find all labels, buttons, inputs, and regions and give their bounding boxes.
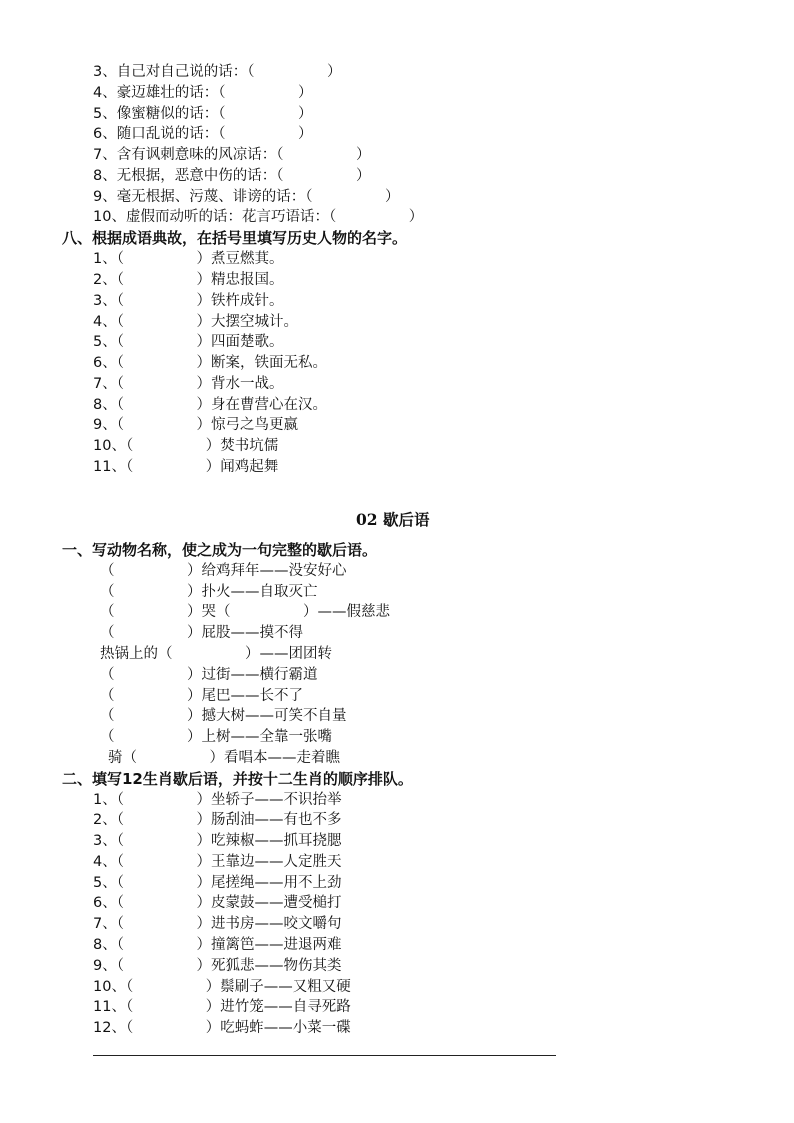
list-item: （ ）尾巴——长不了 (100, 688, 303, 704)
list-item: （ ）扑火——自取灭亡 (100, 584, 318, 600)
list-item: 3、（ ）吃辣椒——抓耳挠腮 (93, 833, 342, 849)
list-item: 7、（ ）进书房——咬文嚼句 (93, 916, 342, 932)
footer-divider (93, 1055, 556, 1056)
list-item: 热锅上的（ ）——团团转 (100, 646, 332, 662)
list-item: 12、（ ）吃蚂蚱——小菜一碟 (93, 1020, 351, 1036)
list-item: （ ）给鸡拜年——没安好心 (100, 563, 347, 579)
list-item: 5、（ ）尾搓绳——用不上劲 (93, 875, 342, 891)
list-item: 1、（ ）坐轿子——不识抬举 (93, 792, 342, 808)
list-item: 9、（ ）死狐悲——物伤其类 (93, 958, 342, 974)
list-item: 9、（ ）惊弓之鸟更嬴 (93, 417, 298, 433)
list-item: 5、（ ）四面楚歌。 (93, 334, 284, 350)
list-item: 8、（ ）身在曹营心在汉。 (93, 397, 327, 413)
list-item: 11、（ ）闻鸡起舞 (93, 459, 279, 475)
section-title: 02 歇后语 (356, 510, 430, 529)
list-item: 3、（ ）铁杵成针。 (93, 293, 284, 309)
list-item: 6、（ ）皮蒙鼓——遭受槌打 (93, 895, 342, 911)
list-item: 4、豪迈雄壮的话：（ ） (93, 85, 313, 101)
list-item: 1、（ ）煮豆燃萁。 (93, 251, 284, 267)
list-item: 10、虚假而动听的话：花言巧语话：（ ） (93, 209, 424, 225)
list-item: 4、（ ）王靠边——人定胜天 (93, 854, 342, 870)
section-heading: 二、填写12生肖歇后语，并按十二生肖的顺序排队。 (62, 770, 413, 788)
list-item: 6、随口乱说的话：（ ） (93, 126, 313, 142)
list-item: 5、像蜜糖似的话：（ ） (93, 106, 313, 122)
list-item: （ ）过街——横行霸道 (100, 667, 318, 683)
section-heading: 一、写动物名称，使之成为一句完整的歇后语。 (62, 541, 378, 559)
list-item: 8、（ ）撞篱笆——进退两难 (93, 937, 342, 953)
list-item: 10、（ ）鬃刷子——又粗又硬 (93, 979, 351, 995)
list-item: 2、（ ）肠刮油——有也不多 (93, 812, 342, 828)
list-item: 骑（ ）看唱本——走着瞧 (108, 750, 340, 766)
list-item: （ ）哭（ ）——假慈悲 (100, 604, 390, 620)
list-item: 11、（ ）进竹笼——自寻死路 (93, 999, 351, 1015)
list-item: 8、无根据，恶意中伤的话：（ ） (93, 168, 371, 184)
list-item: 7、含有讽刺意味的风凉话：（ ） (93, 147, 371, 163)
list-item: 2、（ ）精忠报国。 (93, 272, 284, 288)
section-heading: 八、根据成语典故，在括号里填写历史人物的名字。 (62, 229, 408, 247)
list-item: （ ）屁股——摸不得 (100, 625, 303, 641)
list-item: 9、毫无根据、污蔑、诽谤的话：（ ） (93, 189, 400, 205)
list-item: 4、（ ）大摆空城计。 (93, 314, 298, 330)
list-item: 3、自己对自己说的话：（ ） (93, 64, 342, 80)
list-item: （ ）上树——全靠一张嘴 (100, 729, 332, 745)
list-item: （ ）撼大树——可笑不自量 (100, 708, 347, 724)
list-item: 7、（ ）背水一战。 (93, 376, 284, 392)
list-item: 10、（ ）焚书坑儒 (93, 438, 279, 454)
list-item: 6、（ ）断案，铁面无私。 (93, 355, 327, 371)
